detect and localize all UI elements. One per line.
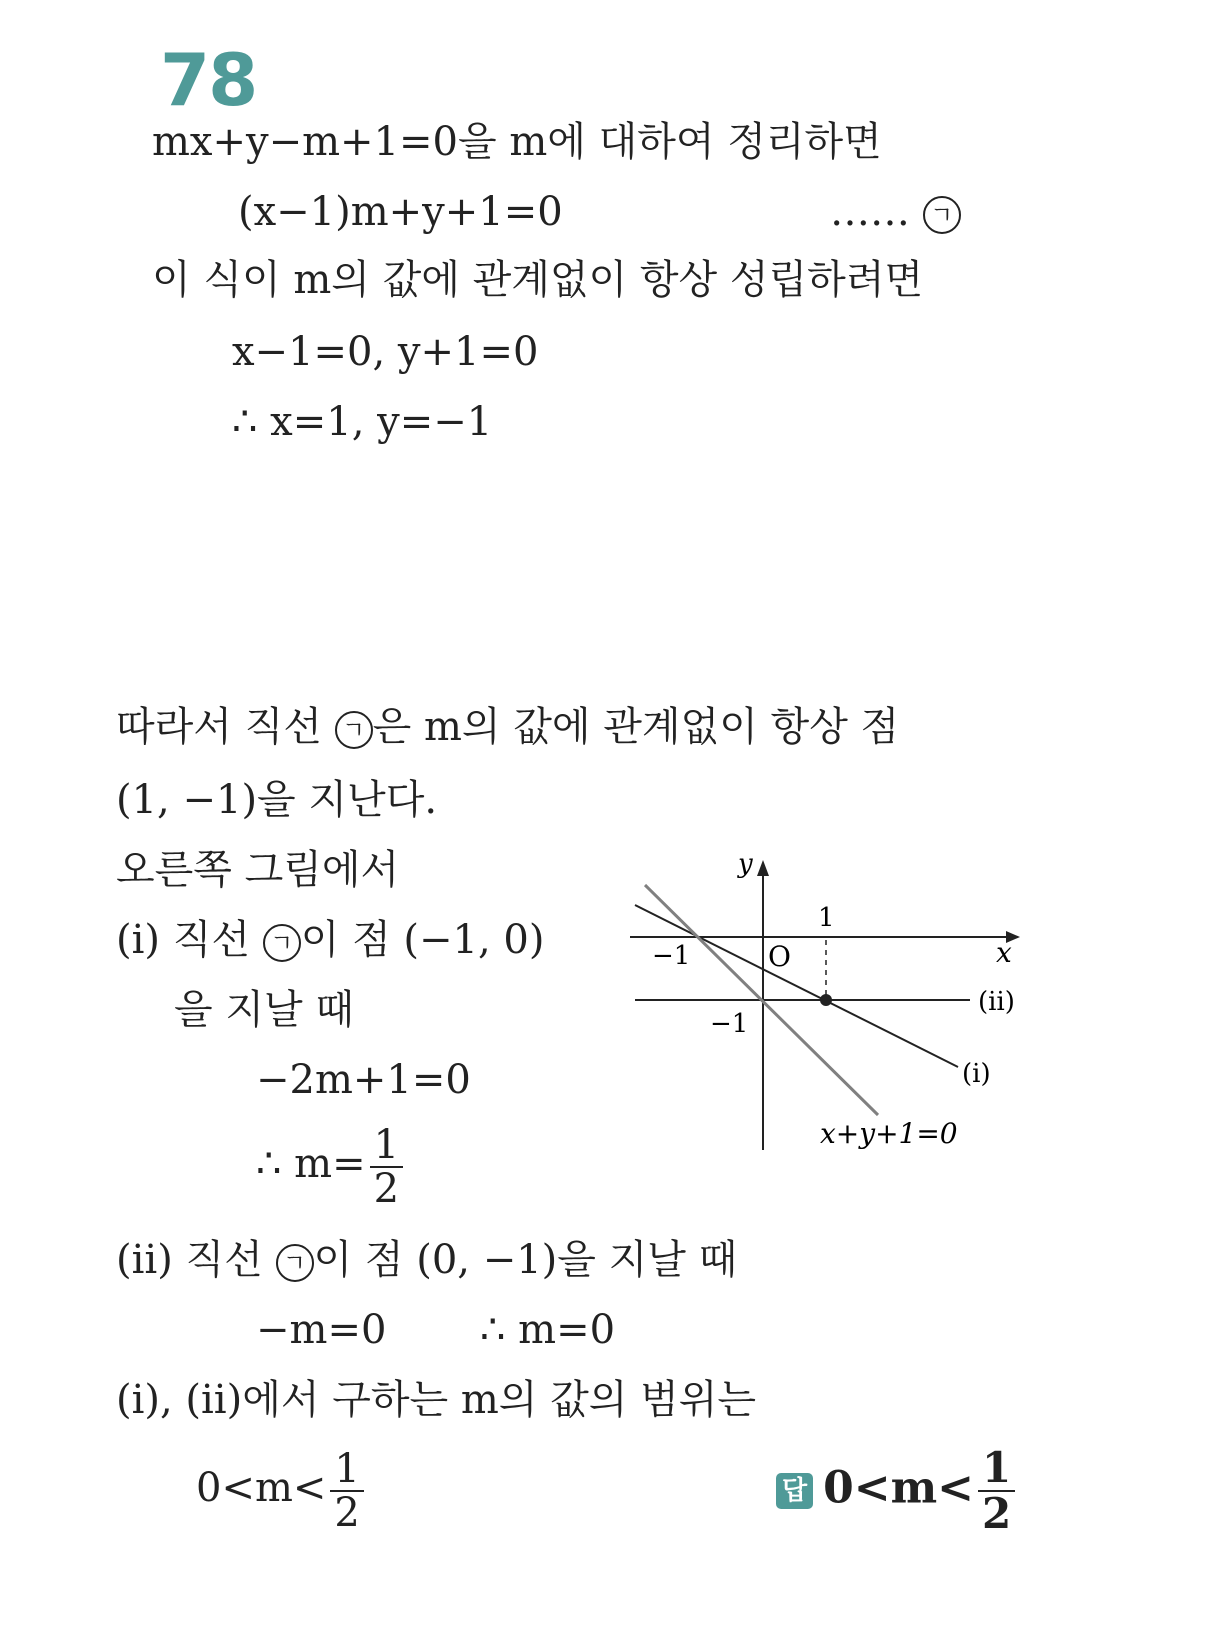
x-axis-label: x	[996, 936, 1012, 969]
solution-line-5: ∴ x=1, y=−1	[232, 399, 493, 445]
final-answer	[776, 1443, 1015, 1539]
origin-label: O	[768, 940, 791, 973]
case-2-result: ∴ m=0	[480, 1307, 616, 1353]
conclusion-line: (ⅰ), (ⅱ)에서 구하는 m의 값의 범위는	[116, 1377, 757, 1423]
case1-result-prefix: ∴ m=	[256, 1141, 366, 1187]
problem-number: 78	[160, 38, 257, 122]
case1-text-a: (ⅰ) 직선	[116, 917, 263, 963]
solution-line-3: 이 식이 m의 값에 관계없이 항상 성립하려면	[152, 257, 924, 303]
fraction	[370, 1124, 403, 1210]
case-1-equation: −2m+1=0	[256, 1057, 471, 1103]
line6-text-b: 은 m의 값에 관계없이 항상 점	[372, 704, 900, 750]
solution-line-1: mx+y−m+1=0을 m에 대하여 정리하면	[152, 119, 882, 165]
solution-line-6	[116, 705, 899, 749]
case1-text-b: 이 점 (−1, 0)	[300, 917, 545, 963]
fraction-denominator: 2	[334, 1490, 360, 1536]
x-tick-neg1-label: −1	[652, 941, 691, 971]
range-result	[196, 1448, 364, 1534]
circled-giyeok-icon: ㄱ	[335, 711, 373, 749]
case2-text-a: (ⅱ) 직선	[116, 1237, 276, 1283]
solution-line-8: 오른쪽 그림에서	[116, 847, 400, 893]
solution-line-2: (x−1)m+y+1=0	[238, 189, 563, 235]
y-axis-arrow-icon	[757, 860, 769, 876]
fraction-numerator: 1	[370, 1124, 403, 1168]
line-i	[635, 905, 958, 1067]
case-1-continuation: 을 지날 때	[174, 987, 354, 1033]
line-eq-label: x+y+1=0	[820, 1117, 958, 1150]
fraction-numerator: 1	[978, 1446, 1015, 1492]
fraction	[330, 1448, 363, 1534]
case2-text-b: 이 점 (0, −1)을 지날 때	[313, 1237, 738, 1283]
fraction-denominator: 2	[982, 1489, 1012, 1539]
circled-giyeok-icon: ㄱ	[263, 924, 301, 962]
y-tick-neg1-label: −1	[710, 1009, 749, 1039]
answer-badge: 답	[776, 1473, 813, 1510]
case-2-line	[116, 1238, 737, 1282]
circled-giyeok-icon: ㄱ	[276, 1244, 314, 1282]
solution-line-7: (1, −1)을 지난다.	[116, 777, 438, 823]
line-i-label: (ⅰ)	[962, 1059, 991, 1089]
range-prefix: 0<m<	[196, 1465, 327, 1511]
case-2-equation: −m=0	[256, 1307, 387, 1353]
answer-prefix: 0<m<	[823, 1462, 975, 1514]
circled-giyeok-icon: ㄱ	[923, 196, 961, 234]
case-1-result	[256, 1124, 403, 1210]
x-tick-1-label: 1	[818, 903, 835, 933]
fraction-numerator: 1	[330, 1448, 363, 1492]
case-1-line	[116, 918, 544, 962]
solution-line-4: x−1=0, y+1=0	[232, 329, 539, 375]
equation-marker	[830, 190, 961, 234]
line6-text-a: 따라서 직선	[116, 704, 335, 750]
line-ii-label: (ⅱ)	[978, 987, 1015, 1017]
fraction	[978, 1443, 1015, 1539]
fraction-denominator: 2	[373, 1166, 400, 1212]
fixed-point-dot	[820, 994, 832, 1006]
y-axis-label: y	[738, 850, 753, 879]
coordinate-graph	[620, 850, 1040, 1160]
marker-dots: ……	[830, 189, 910, 235]
